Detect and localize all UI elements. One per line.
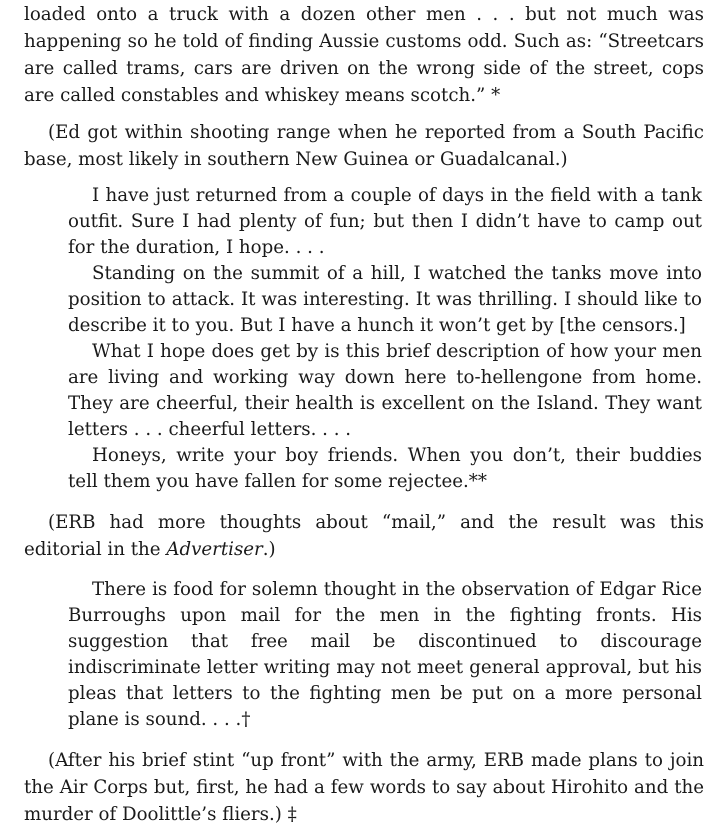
block-quote-tank-outfit: [24, 183, 704, 495]
paragraph-erb-mail: [24, 509, 704, 563]
spacer: [24, 495, 704, 509]
quote-paragraph-honeys: Honeys, write your boy friends. When you don’t, their buddies tell them you have fallen for some rejectee.**: [68, 445, 702, 492]
paragraph-erb-mail-end: .): [262, 539, 276, 560]
spacer: [24, 563, 704, 577]
paragraph-air-corps: (After his brief stint “up front” with the army, ERB made plans to join the Air Corps but, first, he had a few words to say about Hirohito and the murder of Doolittle’s fliers.) ‡: [24, 750, 704, 825]
quote-paragraph-men-living: What I hope does get by is this brief description of how your men are living and working way down here to-hellengone from home. They are cheerful, their health is excellent on the Island. They want letters . . . cheerful letters. . . .: [68, 341, 702, 440]
paragraph-shooting-range: (Ed got within shooting range when he reported from a South Pacific base, most likely in southern New Guinea or Guadalcanal.): [24, 122, 704, 170]
paragraph-truck-customs: loaded onto a truck with a dozen other men . . . but not much was happening so he told of finding Aussie customs odd. Such as: “Streetcars are called trams, cars are driven on the wrong side of the street, cops are called constables and whiskey means scotch.” *: [24, 4, 704, 106]
spacer: [24, 173, 704, 183]
spacer: [24, 109, 704, 119]
spacer: [24, 733, 704, 747]
advertiser-title: Advertiser: [166, 539, 263, 560]
block-quote-editorial: [24, 577, 704, 733]
quote-paragraph-editorial: There is food for solemn thought in the observation of Edgar Rice Burroughs upon mail for the men in the fighting fronts. His suggestion that free mail be discontinued to discourage indiscriminate letter writing may not meet general approval, but his pleas that letters to the fighting men be put on a more personal plane is sound. . . .†: [68, 579, 702, 730]
paragraph-erb-mail-text: (ERB had more thoughts about “mail,” and the result was this editorial in the: [24, 512, 704, 560]
quote-paragraph-summit: Standing on the summit of a hill, I watched the tanks move into position to attack. It was interesting. It was thrilling. I should like to describe it to you. But I have a hunch it won’t get by [the censors.]: [68, 263, 702, 336]
quote-paragraph-field-trip: I have just returned from a couple of days in the field with a tank outfit. Sure I had plenty of fun; but then I didn’t have to camp out for the duration, I hope. . . .: [68, 185, 702, 258]
